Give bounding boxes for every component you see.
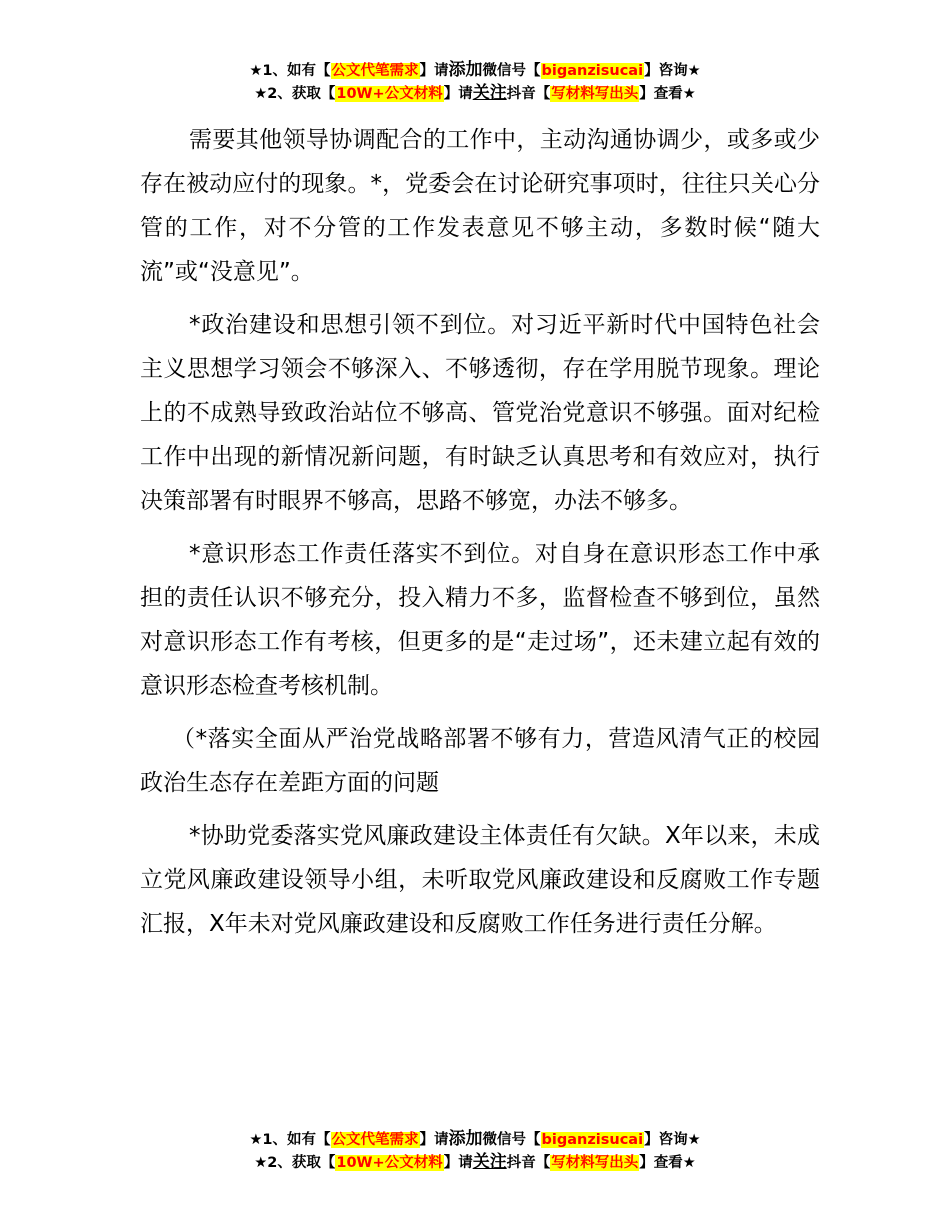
header-line-2 <box>0 82 950 105</box>
footer-line-2 <box>0 1151 950 1174</box>
header-line-1-mid2: 微信号【 <box>482 63 541 79</box>
footer-service-highlight: 公文代笔需求 <box>331 1132 419 1148</box>
header-line-1-emphasis: 添加 <box>448 60 483 80</box>
header-line-1-suffix: 】咨询★ <box>644 63 701 79</box>
header-line-2-emphasis: 关注 <box>472 83 507 103</box>
paragraph-3: *意识形态工作责任落实不到位。对自身在意识形态工作中承担的责任认识不够充分，投入精力不多，监督检查不够到位，虽然对意识形态工作有考核，但更多的是“走过场”，还未建立起有效的意识形态检查考核机制。 <box>140 541 820 699</box>
footer-douyin-id-highlight: 写材料写出头 <box>551 1155 639 1171</box>
footer-line-2-suffix: 】查看★ <box>639 1155 696 1171</box>
paragraph-2: *政治建设和思想引领不到位。对习近平新时代中国特色社会主义思想学习领会不够深入、不够透彻，存在学用脱节现象。理论上的不成熟导致政治站位不够高、管党治党意识不够强。面对纪检工作中出现的新情况新问题，有时缺乏认真思考和有效应对，执行决策部署有时眼界不够高，思路不够宽，办法不够多。 <box>140 312 820 514</box>
paragraph-1: 需要其他领导协调配合的工作中，主动沟通协调少，或多或少存在被动应付的现象。*，党委会在讨论研究事项时，往往只关心分管的工作，对不分管的工作发表意见不够主动，多数时候“随大流”或“没意见”。 <box>140 127 820 285</box>
header-banner <box>0 59 950 105</box>
wechat-id-highlight: biganzisucai <box>541 63 644 79</box>
footer-line-2-mid2: 抖音【 <box>506 1155 551 1171</box>
header-line-2-prefix: ★2、获取【 <box>254 86 336 102</box>
footer-line-2-mid1: 】请 <box>443 1155 473 1171</box>
footer-line-1-prefix: ★1、如有【 <box>249 1132 331 1148</box>
service-highlight: 公文代笔需求 <box>331 63 419 79</box>
header-line-2-suffix: 】查看★ <box>639 86 696 102</box>
footer-line-1-suffix: 】咨询★ <box>644 1132 701 1148</box>
materials-highlight: 10W+公文材料 <box>336 86 443 102</box>
footer-wechat-id-highlight: biganzisucai <box>541 1132 644 1148</box>
footer-line-1-emphasis: 添加 <box>448 1129 483 1149</box>
footer-line-1-mid2: 微信号【 <box>482 1132 541 1148</box>
header-line-2-mid1: 】请 <box>443 86 473 102</box>
document-body <box>140 118 820 955</box>
paragraph-4: （*落实全面从严治党战略部署不够有力，营造风清气正的校园政治生态存在差距方面的问题 <box>140 726 820 796</box>
douyin-id-highlight: 写材料写出头 <box>551 86 639 102</box>
footer-materials-highlight: 10W+公文材料 <box>336 1155 443 1171</box>
footer-banner <box>0 1128 950 1174</box>
paragraph-5: *协助党委落实党风廉政建设主体责任有欠缺。X年以来，未成立党风廉政建设领导小组，未听取党风廉政建设和反腐败工作专题汇报，X年未对党风廉政建设和反腐败工作任务进行责任分解。 <box>140 823 820 937</box>
footer-line-2-emphasis: 关注 <box>472 1152 507 1172</box>
footer-line-1 <box>0 1128 950 1151</box>
header-line-2-mid2: 抖音【 <box>506 86 551 102</box>
header-line-1-mid1: 】请 <box>419 63 449 79</box>
header-line-1-prefix: ★1、如有【 <box>249 63 331 79</box>
header-line-1 <box>0 59 950 82</box>
footer-line-1-mid1: 】请 <box>419 1132 449 1148</box>
footer-line-2-prefix: ★2、获取【 <box>254 1155 336 1171</box>
